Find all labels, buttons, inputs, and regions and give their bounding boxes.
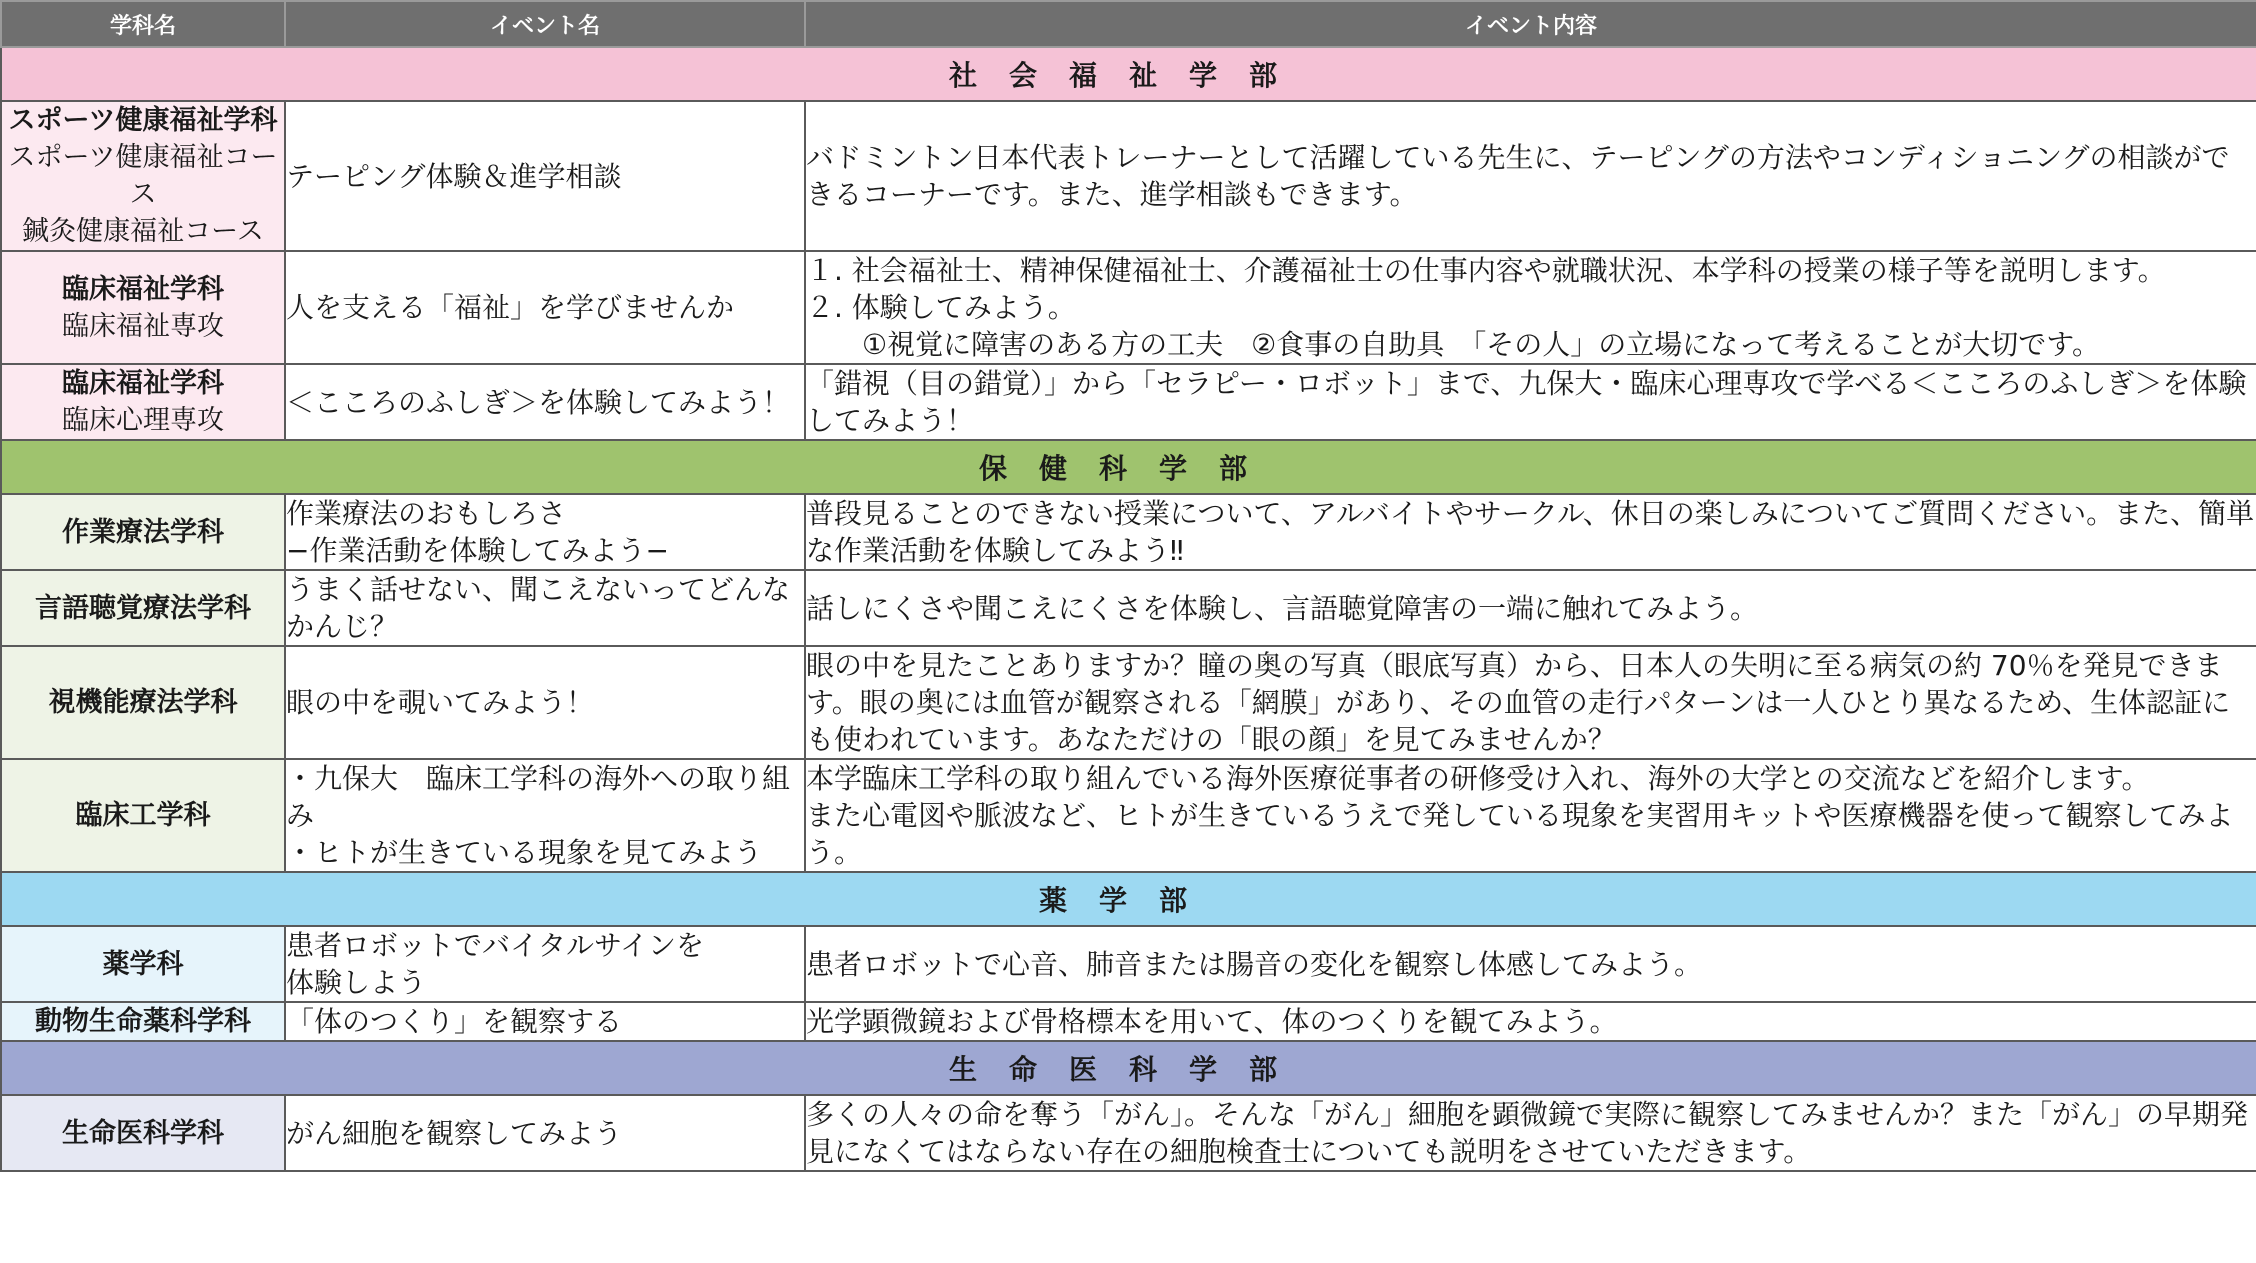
dept-name: スポーツ健康福祉学科 [8,105,278,136]
section-hoken-kagaku-title: 保健科学部 [1,440,2256,494]
event-name-cell: ・九保大 臨床工学科の海外への取り組み ・ヒトが生きている現象を見てみよう [285,759,805,872]
header-event-name: イベント名 [285,1,805,47]
event-content-cell: 光学顕微鏡および骨格標本を用いて、体のつくりを観てみよう。 [805,1002,2256,1041]
event-content-cell: 多くの人々の命を奪う「がん」。そんな「がん」細胞を顕微鏡で実際に観察してみませんか？また「がん」の早期発見になくてはならない存在の細胞検査士についても説明をさせていただきます。 [805,1095,2256,1171]
table-row [1,926,2256,1002]
event-name-cell: 「体のつくり」を観察する [285,1002,805,1041]
table-row [1,646,2256,759]
dept-name: 言語聴覚療法学科 [35,592,251,624]
dept-name: 臨床福祉学科 [62,273,224,305]
dept-subcourse: 臨床福祉専攻 [62,310,224,342]
dept-cell [1,926,285,1002]
dept-cell [1,759,285,872]
table-row [1,570,2256,646]
event-content-cell: 話しにくさや聞こえにくさを体験し、言語聴覚障害の一端に触れてみよう。 [805,570,2256,646]
section-yakugaku-title: 薬学部 [1,872,2256,926]
table-row [1,494,2256,570]
dept-cell [1,570,285,646]
dept-cell [1,251,285,364]
dept-name: 作業療法学科 [62,516,224,548]
dept-subcourse: 臨床心理専攻 [62,405,224,436]
header-dept: 学科名 [1,1,285,47]
event-content-cell: 普段見ることのできない授業について、アルバイトやサークル、休日の楽しみについてご質問ください。また、簡単な作業活動を体験してみよう‼ [805,494,2256,570]
section-seimei-ika-title: 生命医科学部 [1,1041,2256,1095]
dept-name: 臨床福祉学科 [62,368,224,399]
dept-name: 動物生命薬科学科 [35,1006,251,1037]
event-name-cell: 作業療法のおもしろさ −作業活動を体験してみよう− [285,494,805,570]
dept-name: 生命医科学科 [62,1117,224,1149]
faculty-row [1,872,2256,926]
event-name-cell: がん細胞を観察してみよう [285,1095,805,1171]
table-row [1,364,2256,440]
event-name-cell: テーピング体験＆進学相談 [285,101,805,251]
event-content-cell: １. 社会福祉士、精神保健福祉士、介護福祉士の仕事内容や就職状況、本学科の授業の様子等を説明します。 ２. 体験してみよう。 ①視覚に障害のある方の工夫 ②食事の自助具 「その人」の立場になって考えることが大切です。 [805,251,2256,364]
dept-cell [1,646,285,759]
dept-cell [1,494,285,570]
event-name-cell: ＜こころのふしぎ＞を体験してみよう！ [285,364,805,440]
dept-name: 臨床工学科 [75,800,211,831]
event-name-cell: 患者ロボットでバイタルサインを 体験しよう [285,926,805,1002]
dept-cell [1,1095,285,1171]
header-event-content: イベント内容 [805,1,2256,47]
dept-cell [1,364,285,440]
header-row [1,1,2256,47]
faculty-row [1,1041,2256,1095]
event-content-cell: バドミントン日本代表トレーナーとして活躍している先生に、テーピングの方法やコンディショニングの相談ができるコーナーです。また、進学相談もできます。 [805,101,2256,251]
table-row [1,1095,2256,1171]
dept-subcourse: スポーツ健康福祉コース [8,142,278,210]
dept-cell [1,1002,285,1041]
event-name-cell: うまく話せない、聞こえないってどんなかんじ？ [285,570,805,646]
section-shakai-fukushi-title: 社会福祉学部 [1,47,2256,101]
dept-subcourse: 鍼灸健康福祉コース [22,216,264,247]
event-name-cell: 人を支える「福祉」を学びませんか [285,251,805,364]
dept-name: 薬学科 [102,948,184,980]
event-content-cell: 患者ロボットで心音、肺音または腸音の変化を観察し体感してみよう。 [805,926,2256,1002]
faculty-row [1,47,2256,101]
event-content-cell: 眼の中を見たことありますか？瞳の奥の写真（眼底写真）から、日本人の失明に至る病気の約 70％を発見できます。眼の奥には血管が観察される「網膜」があり、その血管の走行パターンは一人ひとり異なるため、生体認証にも使われています。あなただけの「眼の顔」を見てみませんか？ [805,646,2256,759]
event-content-cell: 「錯視（目の錯覚）」から「セラピー・ロボット」まで、九保大・臨床心理専攻で学べる＜こころのふしぎ＞を体験してみよう！ [805,364,2256,440]
table-row [1,1002,2256,1041]
table-body [1,47,2256,1171]
dept-cell [1,101,285,251]
table-row [1,759,2256,872]
event-content-cell: 本学臨床工学科の取り組んでいる海外医療従事者の研修受け入れ、海外の大学との交流などを紹介します。 また心電図や脈波など、ヒトが生きているうえで発している現象を実習用キットや医療機器を使って観察してみよう。 [805,759,2256,872]
dept-name: 視機能療法学科 [48,687,238,718]
table-row [1,101,2256,251]
event-name-cell: 眼の中を覗いてみよう！ [285,646,805,759]
faculty-row [1,440,2256,494]
table-row [1,251,2256,364]
